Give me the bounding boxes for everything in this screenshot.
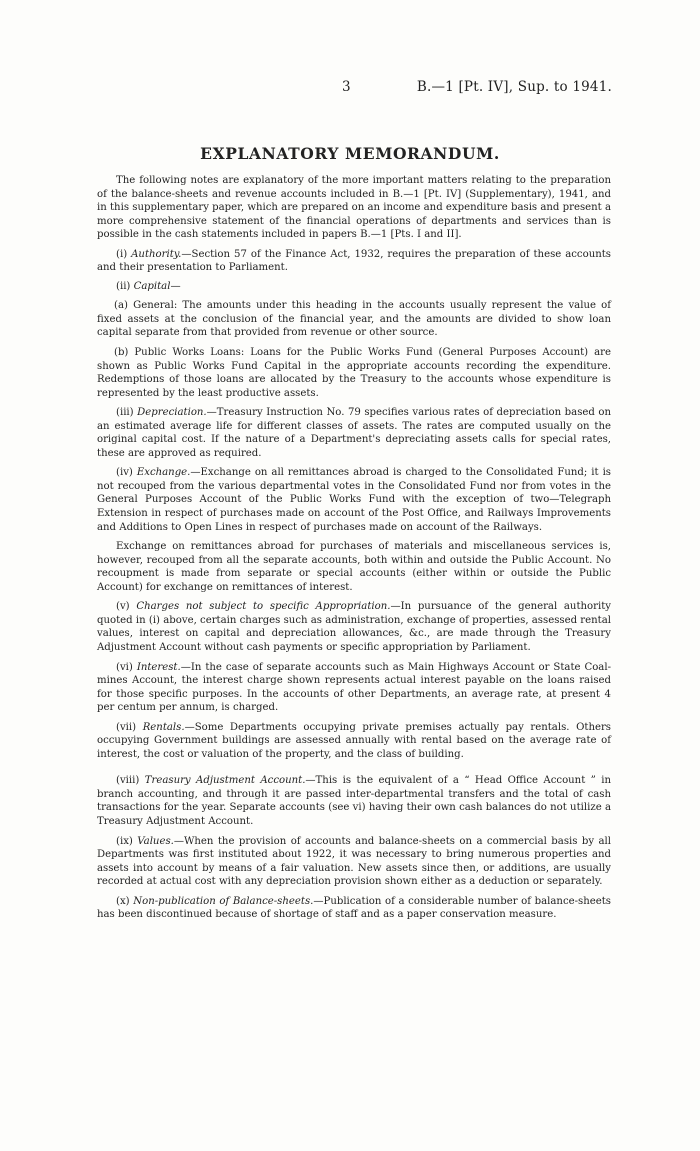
section-heading: Interest. [136,661,181,673]
document-reference: B.—1 [Pt. IV], Sup. to 1941. [416,79,612,95]
section-dash: — [170,280,181,292]
section-authority [97,248,611,275]
memorandum-body [97,174,611,922]
section-text: —This is the equivalent of a “ Head Office Account ” in branch accounting, and through it are passed inter-departmental transfers and the total of cash transactions for the year. Separate accounts (see vi) having their own cash balances do not utilize a Treasury Adjustment Account. [97,775,611,827]
section-heading: Charges not subject to specific Appropriation. [136,601,391,613]
section-heading: Non-publication of Balance-sheets. [133,895,314,907]
section-text: —In pursuance of the general authority quoted in (i) above, certain charges such as administration, exchange of properties, assessed rental values, interest on capital and depreciation allowances, &c., are made through the Treasury Adjustment Account without cash payments or specific appropriation by Parliament. [97,601,612,653]
section-values [97,835,611,889]
section-treasury-adjustment [97,774,611,828]
section-heading: Authority. [131,248,182,260]
section-text: —Section 57 of the Finance Act, 1932, requires the preparation of these accounts and their presentation to Parliament. [97,248,612,274]
section-number: (iii) [116,407,134,419]
section-number: (i) [116,248,128,260]
section-number: (vii) [116,721,137,733]
section-text: —Treasury Instruction No. 79 specifies various rates of depreciation based on an estimated average life for different classes of assets. The rates are computed usually on the original capital cost. If the nature of a Department's depreciating assets calls for special rates, these are approved as required. [97,407,611,459]
section-depreciation [97,406,611,460]
section-interest [97,661,611,715]
section-number: (v) [116,601,130,613]
section-text: —Exchange on all remittances abroad is charged to the Consolidated Fund; it is not recouped from the various departmental votes in the Consolidated Fund nor from votes in the General Purposes Account of the Public Works Fund with the exception of two—Telegraph Extension in respect of purchases made on account of the Post Office, and Railways Improvements and Additions to Open Lines in respect of purchases made on account of the Railways. [97,467,611,533]
section-charges [97,600,611,654]
section-number: (vi) [116,661,133,673]
section-rentals [97,721,611,762]
section-text: —Some Departments occupying private premises actually pay rentals. Others occupying Government buildings are assessed annually with rental based on the average rate of interest, the cost or valuation of the property, and the class of building. [97,721,611,760]
section-text: —In the case of separate accounts such as Main Highways Account or State Coal-mines Account, the interest charge shown represents actual interest payable on the loans raised for those specific purposes. In the accounts of other Departments, an average rate, at present 4 per centum per annum, is charged. [97,661,611,714]
section-text: —When the provision of accounts and balance-sheets on a commercial basis by all Departments was first instituted about 1922, it was necessary to bring numerous properties and assets into account by means of a fair valuation. New assets since then, or additions, are usually recorded at actual cost with any depreciation provision shown either as a deduction or separately. [97,835,612,888]
section-exchange [97,466,611,534]
section-number: (viii) [116,775,140,787]
page-header [0,79,700,99]
section-capital [97,280,611,294]
section-heading: Rentals. [142,721,185,733]
section-heading: Depreciation. [137,407,207,419]
page-number: 3 [342,79,351,95]
intro-paragraph: The following notes are explanatory of the more important matters relating to the preparation of the balance-sheets and revenue accounts included in B.—1 [Pt. IV] (Supplementary), 1941, and in this supplementary paper, which are prepared on an income and expenditure basis and present a more comprehensive statement of the financial operations of departments and services than is possible in the cash statements included in papers B.—1 [Pts. I and II]. [97,175,611,241]
section-number: (iv) [116,467,133,479]
section-non-publication [97,895,611,922]
section-number: (ix) [116,835,133,847]
page-title: EXPLANATORY MEMORANDUM. [200,144,500,163]
section-number: (x) [116,895,130,907]
section-text: —Publication of a considerable number of balance-sheets has been discontinued because of shortage of staff and as a paper conservation measure. [97,895,611,921]
section-number: (ii) [116,280,131,292]
exchange-recoupment-paragraph: Exchange on remittances abroad for purchases of materials and miscellaneous services is, however, recouped from all the separate accounts, both within and outside the Public Account. No recoupment is made from separate or special accounts (either within or outside the Public Account) for exchange on remittances of interest. [97,541,611,593]
capital-general-paragraph: (a) General: The amounts under this heading in the accounts usually represent the value of fixed assets at the conclusion of the financial year, and the amounts are divided to show loan capital separate from that provided from revenue or other source. [97,300,611,339]
section-heading: Exchange. [136,467,191,479]
section-heading: Values. [137,835,174,847]
section-heading: Capital [133,280,171,292]
section-heading: Treasury Adjustment Account. [144,775,306,787]
capital-public-works-paragraph: (b) Public Works Loans: Loans for the Public Works Fund (General Purposes Account) are shown as Public Works Fund Capital in the appropriate accounts recording the expenditure. Redemptions of those loans are allocated by the Treasury to the accounts whose expenditure is represented by the least productive assets. [97,347,611,399]
